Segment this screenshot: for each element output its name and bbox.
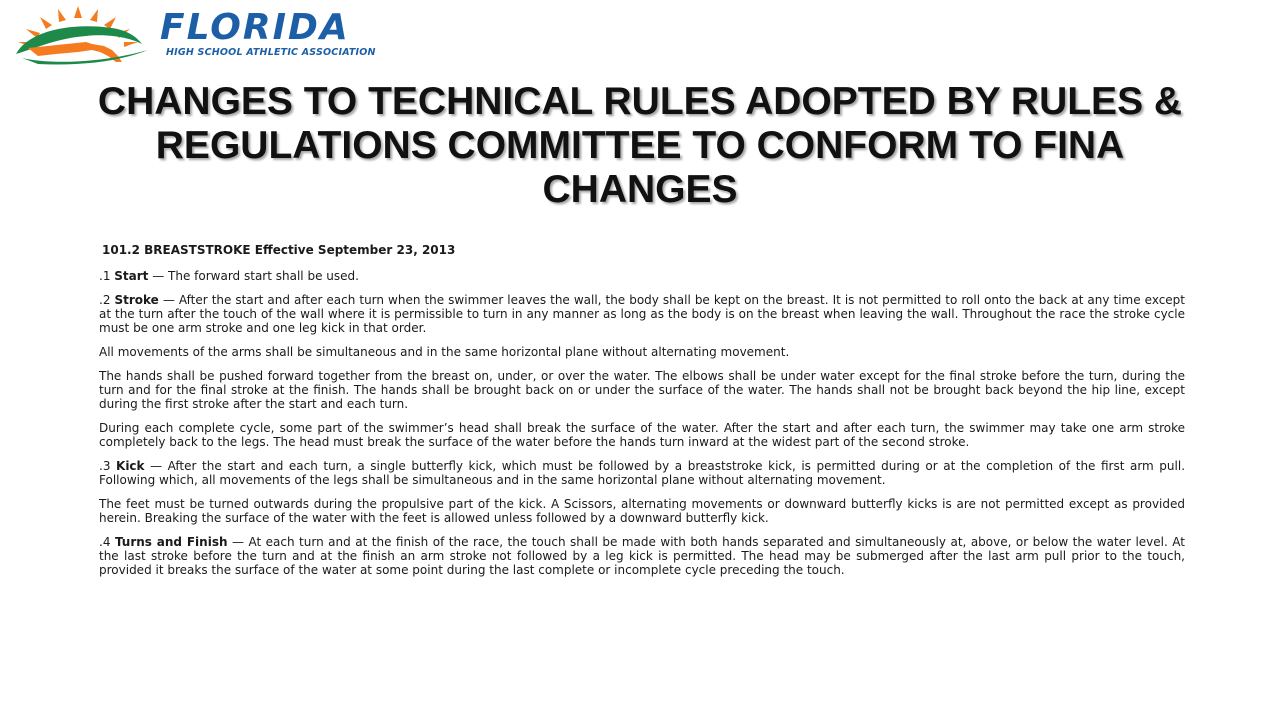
rule-kick-number: .3: [99, 459, 117, 473]
fhsaa-logo: [8, 4, 408, 66]
rule-text-body: [99, 243, 1185, 587]
cycle-paragraph: During each complete cycle, some part of the swimmer’s head shall break the surface of the water. After the start and after each turn, the swimmer may take one arm stroke completely back to the legs. The head must break the surface of the water before the hands turn inward at the widest part of the second stroke.: [99, 421, 1185, 449]
rule-stroke-number: .2: [99, 293, 115, 307]
arms-paragraph: All movements of the arms shall be simultaneous and in the same horizontal plane without alternating movement.: [99, 345, 790, 359]
hands-paragraph: The hands shall be pushed forward together from the breast on, under, or over the water. The elbows shall be under water except for the final stroke before the turn, during the turn and for the final stroke at the finish. The hands shall be brought back on or under the surface of the water. The hands shall not be brought back beyond the hip line, except during the first stroke after the start and each turn.: [99, 369, 1185, 411]
rule-start-number: .1: [99, 269, 115, 283]
rule-stroke-paragraph: [99, 293, 1185, 335]
rule-kick-paragraph: [99, 459, 1185, 487]
section-heading: 101.2 BREASTSTROKE Effective September 23, 2013: [102, 243, 456, 257]
rule-stroke-term: Stroke: [114, 293, 159, 307]
rule-start-text: — The forward start shall be used.: [148, 269, 359, 283]
rule-start-term: Start: [114, 269, 149, 283]
rule-turns-text: — At each turn and at the finish of the race, the touch shall be made with both hands separated and simultaneously at, above, or below the water level. At the last stroke before the turn and at the finish an arm stroke not followed by a leg kick is permitted. The head may be submerged after the last arm pull prior to the touch, provided it breaks the surface of the water at some point during the last complete or incomplete cycle preceding the touch.: [99, 535, 1185, 577]
slide-title: CHANGES TO TECHNICAL RULES ADOPTED BY RULES & REGULATIONS COMMITTEE TO CONFORM TO FINA CHANGES: [97, 80, 1183, 211]
rule-start-paragraph: [99, 269, 1185, 283]
logo-subtitle: HIGH SCHOOL ATHLETIC ASSOCIATION: [166, 47, 376, 58]
rule-stroke-text: — After the start and after each turn when the swimmer leaves the wall, the body shall be kept on the breast. It is not permitted to roll onto the back at any time except at the turn after the touch of the wall where it is permissible to turn in any manner as long as the body is on the breast when leaving the wall. Throughout the race the stroke cycle must be one arm stroke and one leg kick in that order.: [99, 293, 1186, 335]
rule-kick-text: — After the start and each turn, a single butterfly kick, which must be followed by a breaststroke kick, is permitted during or at the completion of the first arm pull. Following which, all movements of the legs shall be simultaneous and in the same horizontal plane without alternating movement.: [99, 459, 1186, 487]
florida-sun-emblem-icon: [8, 4, 158, 66]
rule-turns-number: .4: [99, 535, 115, 549]
logo-wordmark: FLORIDA: [160, 7, 350, 48]
rule-turns-paragraph: [99, 535, 1185, 577]
rule-turns-term: Turns and Finish: [114, 535, 228, 549]
feet-paragraph: The feet must be turned outwards during the propulsive part of the kick. A Scissors, alternating movements or downward butterfly kicks is are not permitted except as provided herein. Breaking the surface of the water with the feet is allowed unless followed by a downward butterfly kick.: [99, 497, 1185, 525]
rule-kick-term: Kick: [116, 459, 145, 473]
